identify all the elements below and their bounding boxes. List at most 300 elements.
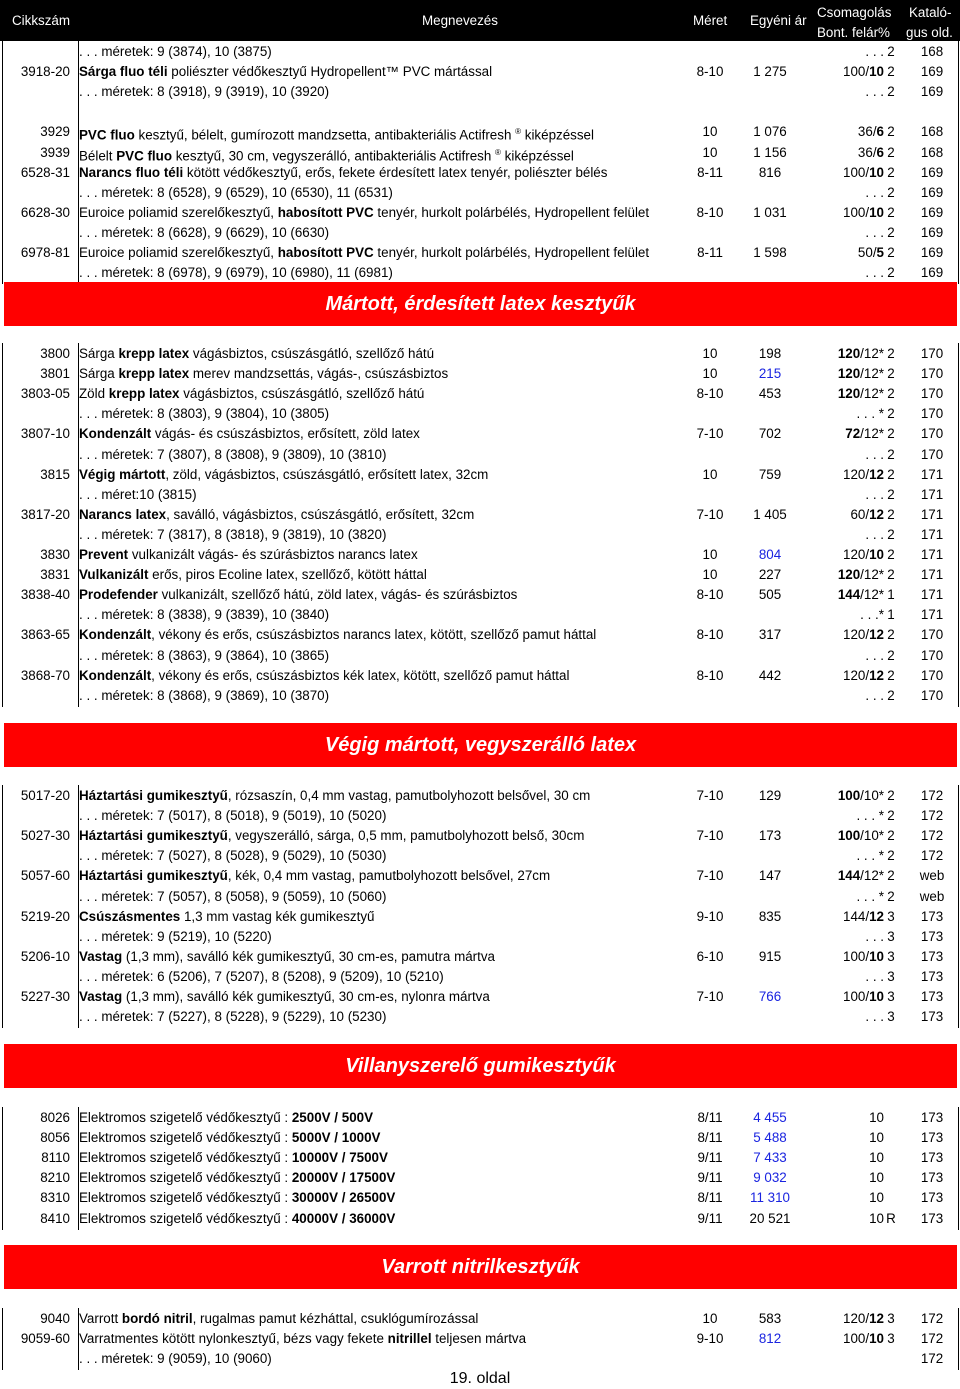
cell-page: 173 xyxy=(920,1009,944,1025)
cell-price xyxy=(740,967,800,987)
cell-code xyxy=(4,927,70,947)
cell-mult: 2 xyxy=(887,466,895,482)
cell-mult: 2 xyxy=(887,547,895,562)
column-divider xyxy=(958,785,959,1028)
cell-mult: 2 xyxy=(887,265,895,281)
cell-price: 173 xyxy=(758,828,782,844)
cell-name: . . . méretek: 7 (5027), 8 (5028), 9 (5029), 10 (5030) xyxy=(79,848,387,864)
cell-code: 8310 xyxy=(40,1190,70,1206)
column-divider xyxy=(78,785,79,1028)
cell-size: 8/11 xyxy=(697,1110,723,1125)
cell-mult: 2 xyxy=(887,687,895,703)
cell-name: . . . méretek: 8 (6528), 9 (6529), 10 (6530), 11 (6531) xyxy=(79,184,393,200)
cell-size xyxy=(690,806,730,826)
cell-mult: 3 xyxy=(887,1009,895,1025)
cell-pack: . . . xyxy=(865,446,884,462)
cell-page: 170 xyxy=(920,426,944,442)
section-band xyxy=(4,723,957,767)
cell-mult: 2 xyxy=(887,667,895,683)
cell-pack: 10 xyxy=(869,1130,884,1146)
cell-price xyxy=(740,263,800,283)
cell-price: 11 310 xyxy=(750,1190,790,1206)
cell-page: 169 xyxy=(920,184,944,200)
cell-code: 8026 xyxy=(40,1110,70,1125)
cell-name: . . . méretek: 8 (3838), 9 (3839), 10 (3840) xyxy=(79,607,330,623)
cell-price: 1 598 xyxy=(753,245,787,260)
cell-page: 173 xyxy=(920,928,944,944)
cell-mult: 2 xyxy=(887,627,895,643)
cell-size: 6-10 xyxy=(696,948,724,964)
header-pack: Csomagolás xyxy=(817,5,892,20)
cell-page: 170 xyxy=(920,687,944,703)
cell-name: . . . méretek: 9 (3874), 10 (3875) xyxy=(79,44,272,59)
cell-size: 8-10 xyxy=(696,627,724,643)
cell-mult: 3 xyxy=(887,1311,895,1326)
table-row xyxy=(0,163,960,183)
section-band xyxy=(4,282,957,326)
table-row xyxy=(0,907,960,927)
cell-size: 8-11 xyxy=(697,164,723,180)
cell-mult: 2 xyxy=(887,808,895,824)
cell-page: 170 xyxy=(920,366,944,382)
cell-price: 812 xyxy=(758,1331,782,1347)
cell-mult: 2 xyxy=(887,486,895,502)
cell-price: 453 xyxy=(758,386,782,402)
cell-size: 8-10 xyxy=(696,587,724,603)
cell-name: . . . méretek: 8 (3863), 9 (3864), 10 (3865) xyxy=(79,647,330,663)
table-row xyxy=(0,1148,960,1168)
table-row xyxy=(0,143,960,163)
table-row xyxy=(0,625,960,645)
cell-size xyxy=(690,525,730,545)
cell-size xyxy=(690,1007,730,1027)
table-row xyxy=(0,806,960,826)
cell-code xyxy=(4,1007,70,1027)
cell-size: 7-10 xyxy=(696,989,724,1004)
cell-code: 6528-31 xyxy=(20,164,70,180)
cell-mult: 2 xyxy=(887,245,895,260)
cell-pack: 120/12 xyxy=(843,466,884,482)
cell-size: 9/11 xyxy=(697,1150,723,1166)
cell-code xyxy=(4,42,70,62)
cell-size: 8-10 xyxy=(696,64,724,80)
cell-code: 3929 xyxy=(40,124,70,140)
cell-page: 173 xyxy=(920,968,944,984)
table-row xyxy=(0,605,960,625)
cell-code xyxy=(4,887,70,907)
cell-page: 173 xyxy=(920,1110,944,1125)
cell-name: Varratmentes kötött nylonkesztyű, bézs vagy fekete nitrillel teljesen mártva xyxy=(79,1331,527,1347)
table-row xyxy=(0,263,960,283)
cell-mult xyxy=(878,1168,904,1188)
table-row xyxy=(0,1209,960,1229)
cell-mult: 2 xyxy=(887,204,895,220)
cell-pack: . . .* xyxy=(860,607,884,623)
table-row xyxy=(0,846,960,866)
cell-price xyxy=(740,42,800,62)
cell-size: 10 xyxy=(702,466,718,482)
cell-name: Sárga fluo téli poliészter védőkesztyű Hydropellent™ PVC mártással xyxy=(79,64,493,80)
cell-page: 169 xyxy=(920,84,944,100)
column-divider xyxy=(2,343,3,707)
cell-mult: 3 xyxy=(887,948,895,964)
cell-price: 20 521 xyxy=(749,1210,791,1226)
cell-mult xyxy=(878,1349,904,1369)
cell-size xyxy=(690,846,730,866)
table-row xyxy=(0,223,960,243)
cell-size xyxy=(690,404,730,424)
cell-code xyxy=(4,263,70,283)
table-row xyxy=(0,62,960,82)
cell-mult: 2 xyxy=(887,64,895,80)
cell-page: 173 xyxy=(920,1150,944,1166)
header-surcharge: Bont. felár% xyxy=(817,25,890,40)
cell-price: 804 xyxy=(758,547,782,562)
cell-name: Vulkanizált erős, piros Ecoline latex, szellőző, kötött háttal xyxy=(79,567,427,583)
cell-pack: 120/12* xyxy=(837,386,884,402)
cell-code: 5027-30 xyxy=(20,828,70,844)
cell-code xyxy=(4,404,70,424)
cell-mult: 2 xyxy=(887,567,895,583)
cell-pack: . . . xyxy=(865,184,884,200)
cell-page: web xyxy=(919,868,945,884)
table-row xyxy=(0,1188,960,1208)
cell-name: Háztartási gumikesztyű, vegyszerálló, sárga, 0,5 mm, pamutbolyhozott belső, 30cm xyxy=(79,828,585,844)
cell-size: 10 xyxy=(702,567,718,583)
cell-mult: 2 xyxy=(887,828,895,844)
table-row xyxy=(0,927,960,947)
cell-size xyxy=(690,485,730,505)
cell-code xyxy=(4,646,70,666)
cell-page: 170 xyxy=(920,346,944,361)
cell-price xyxy=(740,686,800,706)
cell-mult: 3 xyxy=(887,908,895,924)
cell-pack: . . . * xyxy=(856,406,884,422)
cell-name: Csúszásmentes 1,3 mm vastag kék gumikesztyű xyxy=(79,908,375,924)
cell-size: 8-10 xyxy=(696,204,724,220)
table-row xyxy=(0,364,960,384)
cell-code: 9059-60 xyxy=(20,1331,70,1347)
cell-name: Bélelt PVC fluo kesztyű, 30 cm, vegyszerálló, antibakteriális Actifresh ® kiképzéssel xyxy=(79,147,574,163)
column-divider xyxy=(958,343,959,707)
cell-code: 8210 xyxy=(40,1170,70,1186)
section-band xyxy=(4,1044,957,1088)
cell-price: 1 405 xyxy=(753,506,787,522)
cell-name: . . . méretek: 7 (5227), 8 (5228), 9 (5229), 10 (5230) xyxy=(79,1009,387,1025)
cell-name: Vastag (1,3 mm), saválló kék gumikesztyű, 30 cm-es, nylonra mártva xyxy=(79,989,490,1004)
table-row xyxy=(0,786,960,806)
cell-name: Elektromos szigetelő védőkesztyű : 40000V / 36000V xyxy=(79,1210,396,1226)
cell-code xyxy=(4,223,70,243)
cell-code xyxy=(4,686,70,706)
cell-page: 168 xyxy=(920,124,944,140)
cell-size: 9-10 xyxy=(696,1331,724,1347)
cell-name: . . . méretek: 9 (5219), 10 (5220) xyxy=(79,928,272,944)
cell-page: 173 xyxy=(920,948,944,964)
cell-mult: R xyxy=(886,1210,896,1226)
cell-code: 5057-60 xyxy=(20,868,70,884)
cell-price xyxy=(740,183,800,203)
cell-pack: 10 xyxy=(869,1110,884,1125)
cell-code: 3838-40 xyxy=(20,587,70,603)
cell-name: Háztartási gumikesztyű, kék, 0,4 mm vastag, pamutbolyhozott belsővel, 27cm xyxy=(79,868,551,884)
cell-mult: 2 xyxy=(887,184,895,200)
cell-price xyxy=(740,82,800,102)
cell-pack: 36/6 xyxy=(857,124,884,140)
cell-code: 3807-10 xyxy=(20,426,70,442)
cell-code: 3801 xyxy=(40,366,70,382)
cell-code xyxy=(4,82,70,102)
cell-mult: 2 xyxy=(887,386,895,402)
cell-code: 9040 xyxy=(40,1311,70,1326)
cell-mult: 2 xyxy=(887,848,895,864)
cell-code: 3863-65 xyxy=(20,627,70,643)
cell-price: 1 031 xyxy=(753,204,787,220)
table-row xyxy=(0,967,960,987)
cell-price xyxy=(740,605,800,625)
cell-mult: 2 xyxy=(887,346,895,361)
table-row xyxy=(0,485,960,505)
cell-name: Kondenzált, vékony és erős, csúszásbiztos narancs latex, kötött, szellőző pamut háttal xyxy=(79,627,597,643)
section-title: Végig mártott, vegyszerálló latex xyxy=(324,734,637,756)
table-row xyxy=(0,445,960,465)
cell-mult: 2 xyxy=(887,647,895,663)
cell-price xyxy=(740,404,800,424)
cell-size: 7-10 xyxy=(696,506,724,522)
cell-name: Narancs fluo téli kötött védőkesztyű, erős, fekete érdesített latex tenyér, poliészter bélés xyxy=(79,164,608,180)
cell-mult: 2 xyxy=(887,366,895,382)
table-row xyxy=(0,887,960,907)
cell-pack: 10 xyxy=(869,1210,884,1226)
cell-page: 171 xyxy=(920,607,944,623)
cell-pack: . . . xyxy=(865,224,884,240)
table-row xyxy=(0,1349,960,1369)
cell-mult xyxy=(878,1148,904,1168)
cell-pack: . . . * xyxy=(856,808,884,824)
cell-size xyxy=(690,223,730,243)
table-row xyxy=(0,525,960,545)
cell-size xyxy=(690,967,730,987)
table-row xyxy=(0,465,960,485)
cell-pack: . . . xyxy=(865,84,884,100)
cell-mult: 1 xyxy=(887,587,895,603)
cell-pack: . . . xyxy=(865,265,884,281)
table-row xyxy=(0,1168,960,1188)
cell-mult: 2 xyxy=(887,506,895,522)
table-row xyxy=(0,686,960,706)
table-row xyxy=(0,384,960,404)
cell-code: 6978-81 xyxy=(20,245,70,260)
table-row xyxy=(0,866,960,886)
cell-price: 1 275 xyxy=(753,64,787,80)
table-row xyxy=(0,826,960,846)
cell-pack: 120/12* xyxy=(837,567,884,583)
cell-mult: 2 xyxy=(887,164,895,180)
cell-code: 3868-70 xyxy=(20,667,70,683)
column-divider xyxy=(2,785,3,1028)
cell-name: Elektromos szigetelő védőkesztyű : 20000V / 17500V xyxy=(79,1170,396,1186)
cell-size: 9/11 xyxy=(697,1210,723,1226)
cell-page: 170 xyxy=(920,667,944,683)
cell-pack: 50/5 xyxy=(857,245,884,260)
cell-size: 8-10 xyxy=(696,386,724,402)
cell-price: 317 xyxy=(758,627,782,643)
cell-price xyxy=(740,806,800,826)
cell-code: 6628-30 xyxy=(20,204,70,220)
cell-page: 172 xyxy=(920,1311,944,1326)
cell-pack: 144/12 xyxy=(843,908,884,924)
cell-pack: 120/10 xyxy=(843,547,884,562)
cell-code xyxy=(4,525,70,545)
cell-name: . . . méretek: 7 (5017), 8 (5018), 9 (5019), 10 (5020) xyxy=(79,808,387,824)
cell-size: 7-10 xyxy=(696,426,724,442)
cell-name: Sárga krepp latex merev mandzsettás, vágás-, csúszásbiztos xyxy=(79,366,449,382)
cell-code: 3918-20 xyxy=(20,64,70,80)
cell-pack: 100/10* xyxy=(837,788,884,803)
cell-mult: 2 xyxy=(887,446,895,462)
cell-size: 10 xyxy=(702,366,718,382)
cell-code: 3831 xyxy=(40,567,70,583)
cell-size: 10 xyxy=(702,1311,718,1326)
header-code: Cikkszám xyxy=(12,13,71,28)
section-title: Varrott nitrilkesztyűk xyxy=(381,1256,580,1278)
cell-code: 3800 xyxy=(40,346,70,361)
cell-size: 8/11 xyxy=(697,1190,723,1206)
cell-size xyxy=(690,263,730,283)
cell-mult: 3 xyxy=(887,1331,895,1347)
cell-page: 171 xyxy=(920,526,944,542)
cell-price: 7 433 xyxy=(753,1150,787,1166)
cell-name: Prodefender vulkanizált, szellőző hátú, zöld latex, vágás- és szúrásbiztos xyxy=(79,587,518,603)
cell-price: 816 xyxy=(758,164,782,180)
cell-price: 9 032 xyxy=(753,1170,787,1186)
cell-price: 147 xyxy=(758,868,782,884)
cell-page: 169 xyxy=(920,245,944,260)
cell-name: Varrott bordó nitril, rugalmas pamut kézháttal, csuklógumírozással xyxy=(79,1311,479,1326)
cell-code: 5227-30 xyxy=(20,989,70,1004)
cell-page: 169 xyxy=(920,64,944,80)
cell-name: . . . méretek: 6 (5206), 7 (5207), 8 (5208), 9 (5209), 10 (5210) xyxy=(79,968,444,984)
cell-size: 10 xyxy=(702,547,718,562)
cell-page: 171 xyxy=(920,466,944,482)
cell-code: 8410 xyxy=(40,1210,70,1226)
cell-size: 7-10 xyxy=(696,788,724,803)
cell-page: 168 xyxy=(920,44,944,59)
cell-size: 8-10 xyxy=(696,667,724,683)
cell-name: Sárga krepp latex vágásbiztos, csúszásgátló, szellőző hátú xyxy=(79,346,435,361)
cell-page: 172 xyxy=(920,828,944,844)
cell-pack xyxy=(808,1349,884,1369)
cell-size: 7-10 xyxy=(696,828,724,844)
cell-name: Narancs latex, saválló, vágásbiztos, csúszásgátló, erősített, 32cm xyxy=(79,506,475,522)
cell-mult: 2 xyxy=(887,868,895,884)
table-row xyxy=(0,82,960,102)
cell-name: Végig mártott, zöld, vágásbiztos, csúszásgátló, erősített latex, 32cm xyxy=(79,466,489,482)
cell-name: Elektromos szigetelő védőkesztyű : 2500V / 500V xyxy=(79,1110,374,1125)
table-row xyxy=(0,505,960,525)
cell-price xyxy=(740,927,800,947)
cell-mult xyxy=(878,1108,904,1128)
table-row xyxy=(0,183,960,203)
cell-mult: 2 xyxy=(887,888,895,904)
column-divider xyxy=(958,41,959,284)
cell-page: web xyxy=(919,888,945,904)
cell-page: 170 xyxy=(920,627,944,643)
cell-size xyxy=(690,445,730,465)
cell-price: 766 xyxy=(758,989,782,1004)
cell-mult: 2 xyxy=(887,406,895,422)
table-row xyxy=(0,1309,960,1329)
header-name: Megnevezés xyxy=(422,13,498,28)
cell-price xyxy=(740,887,800,907)
table-row xyxy=(0,404,960,424)
section-title: Mártott, érdesített latex kesztyűk xyxy=(325,293,636,315)
cell-mult: 3 xyxy=(887,968,895,984)
cell-pack: 100/10 xyxy=(843,164,884,180)
cell-name: . . . méretek: 8 (6978), 9 (6979), 10 (6980), 11 (6981) xyxy=(79,265,393,281)
cell-price xyxy=(740,525,800,545)
table-row xyxy=(0,585,960,605)
cell-page: 170 xyxy=(920,647,944,663)
cell-page: 173 xyxy=(920,1210,944,1226)
cell-size: 9/11 xyxy=(697,1170,723,1186)
page-number: 19. oldal xyxy=(449,1370,511,1387)
cell-code: 5219-20 xyxy=(20,908,70,924)
cell-pack: . . . xyxy=(865,647,884,663)
cell-size: 10 xyxy=(702,124,718,140)
cell-page: 171 xyxy=(920,587,944,603)
cell-name: . . . méretek: 9 (9059), 10 (9060) xyxy=(79,1351,272,1367)
cell-page: 169 xyxy=(920,265,944,281)
cell-size xyxy=(690,1349,730,1369)
cell-price: 759 xyxy=(758,466,782,482)
cell-price: 702 xyxy=(758,426,782,442)
cell-code xyxy=(4,967,70,987)
cell-size: 9-10 xyxy=(696,908,724,924)
cell-pack: . . . xyxy=(865,687,884,703)
cell-pack: 120/12* xyxy=(837,346,884,361)
column-divider xyxy=(2,1107,3,1230)
cell-pack: 100/10 xyxy=(843,204,884,220)
cell-page: 169 xyxy=(920,164,944,180)
column-divider xyxy=(78,1107,79,1230)
cell-pack: . . . xyxy=(865,44,884,59)
cell-page: 172 xyxy=(920,848,944,864)
cell-page: 173 xyxy=(920,1170,944,1186)
cell-size xyxy=(690,42,730,62)
cell-name: . . . méretek: 7 (5057), 8 (5058), 9 (5059), 10 (5060) xyxy=(79,888,387,904)
table-row xyxy=(0,1108,960,1128)
cell-pack: 10 xyxy=(869,1150,884,1166)
cell-page: 170 xyxy=(920,406,944,422)
cell-size xyxy=(690,605,730,625)
cell-pack: . . . xyxy=(865,968,884,984)
cell-name: Kondenzált, vékony és erős, csúszásbiztos kék latex, kötött, szellőző pamut háttal xyxy=(79,667,570,683)
cell-code: 3830 xyxy=(40,547,70,562)
table-row xyxy=(0,1329,960,1349)
cell-pack: 120/12 xyxy=(843,1311,884,1326)
column-divider xyxy=(2,41,3,284)
cell-mult: 3 xyxy=(887,928,895,944)
cell-price xyxy=(740,485,800,505)
cell-page: 171 xyxy=(920,567,944,583)
cell-price xyxy=(740,445,800,465)
cell-mult: 1 xyxy=(887,607,895,623)
cell-name: Vastag (1,3 mm), saválló kék gumikesztyű, 30 cm-es, pamutra mártva xyxy=(79,948,496,964)
cell-size: 8/11 xyxy=(697,1130,723,1146)
cell-pack: 60/12 xyxy=(850,506,884,522)
cell-mult: 2 xyxy=(887,224,895,240)
